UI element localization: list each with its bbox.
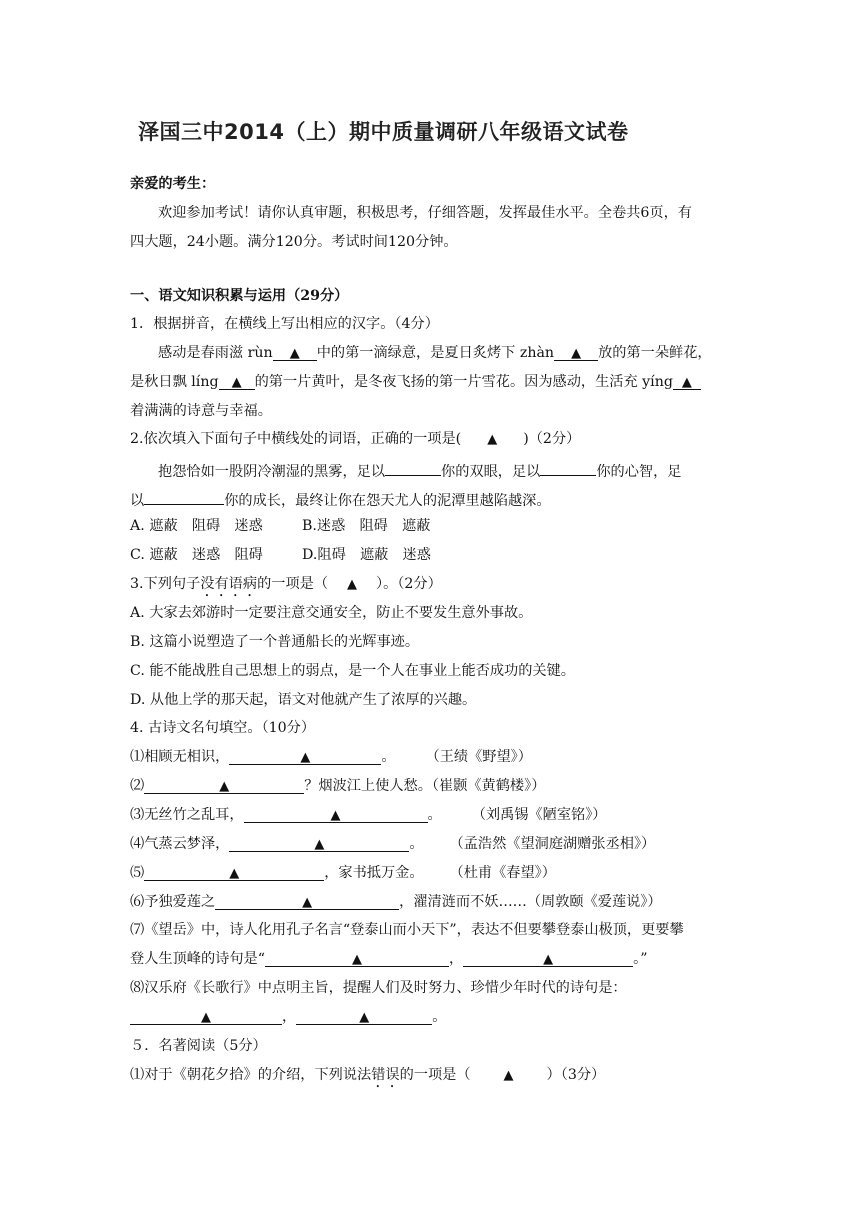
q2-option-c: C. 遮蔽 迷惑 阻碍 <box>130 547 263 563</box>
answer-blank[interactable] <box>219 372 255 390</box>
q4-item-7-line-2: 登人生顶峰的诗句是“ ▲ ， ▲ 。” <box>130 951 648 967</box>
answer-blank[interactable] <box>229 747 381 765</box>
q4-stem: 4. 古诗文名句填空。（10分） <box>130 720 316 736</box>
answer-blank[interactable] <box>673 372 701 390</box>
q2-stem: 2.依次填入下面句子中横线处的词语，正确的一项是( ▲ )（2分） <box>130 429 580 450</box>
q3-stem: 3.下列句子没有语病的一项是（ ▲ ）。（2分） <box>130 574 442 600</box>
answer-blank[interactable] <box>463 949 633 967</box>
triangle-icon: ▲ <box>300 750 311 765</box>
answer-blank[interactable] <box>130 1007 282 1025</box>
greeting: 亲爱的考生： <box>130 176 216 192</box>
triangle-icon: ▲ <box>487 432 498 447</box>
answer-blank[interactable] <box>144 776 304 794</box>
triangle-icon: ▲ <box>219 779 230 794</box>
q1-line-2: 是秋日飘 líng ▲ 的第一片黄叶，是冬夜飞扬的第一片雪花。因为感动，生活充 yíng ▲ <box>130 372 701 392</box>
q1-line-3: 着满满的诗意与幸福。 <box>130 403 272 419</box>
triangle-icon: ▲ <box>543 952 554 967</box>
triangle-icon: ▲ <box>302 895 313 910</box>
triangle-icon: ▲ <box>503 1068 514 1083</box>
triangle-icon: ▲ <box>359 1010 370 1025</box>
answer-blank[interactable] <box>296 1007 432 1025</box>
q2-option-a: A. 遮蔽 阻碍 迷惑 <box>130 518 263 534</box>
q2-option-d: D.阻碍 遮蔽 迷惑 <box>302 547 431 563</box>
q4-item-2: ⑵ ▲ ？烟波江上使人愁。（崔颢《黄鹤楼》） <box>130 778 546 794</box>
answer-blank[interactable] <box>229 834 409 852</box>
q4-item-1: ⑴相顾无相识， ▲ 。 （王绩《野望》） <box>130 749 532 765</box>
q3-option-c: C. 能不能战胜自己思想上的弱点，是一个人在事业上能否成功的关键。 <box>130 663 575 679</box>
triangle-icon: ▲ <box>330 808 341 823</box>
answer-blank[interactable] <box>540 458 596 476</box>
section-1-heading: 一、语文知识积累与运用（29分） <box>130 288 349 304</box>
q4-item-7-line-1: ⑺《望岳》中，诗人化用孔子名言“登泰山而小天下”，表达不但要攀登泰山极顶，更要攀 <box>130 922 684 938</box>
triangle-icon: ▲ <box>289 346 300 361</box>
q4-item-8-line-2: ▲ ， ▲ 。 <box>130 1007 446 1027</box>
triangle-icon: ▲ <box>229 866 240 881</box>
q4-item-3: ⑶无丝竹之乱耳， ▲ 。 （刘禹锡《陋室铭》） <box>130 807 607 823</box>
intro-line-2: 四大题，24小题。满分120分。考试时间120分钟。 <box>130 234 458 250</box>
q4-item-8-line-1: ⑻汉乐府《长歌行》中点明主旨，提醒人们及时努力、珍惜少年时代的诗句是： <box>130 980 627 996</box>
q1-line-1: 感动是春雨滋 rùn ▲ 中的第一滴绿意，是夏日炙烤下 zhàn ▲ 放的第一朵鲜花， <box>158 345 712 361</box>
q4-item-4: ⑷气蒸云梦泽， ▲ 。 （孟浩然《望洞庭湖赠张丞相》） <box>130 836 656 852</box>
q5-stem: ５．名著阅读（5分） <box>130 1038 267 1054</box>
answer-blank[interactable] <box>144 863 324 881</box>
triangle-icon: ▲ <box>201 1010 211 1025</box>
q4-item-6: ⑹予独爱莲之 ▲ ，濯清涟而不妖……（周敦颐《爱莲说》） <box>130 894 662 910</box>
q3-option-d: D. 从他上学的那天起，语文对他就产生了浓厚的兴趣。 <box>130 692 477 708</box>
q5-sub-1: ⑴对于《朝花夕拾》的介绍，下列说法错误的一项是（ ▲ ）（3分） <box>130 1065 605 1091</box>
triangle-icon: ▲ <box>347 577 358 592</box>
answer-blank[interactable] <box>144 487 224 505</box>
triangle-icon: ▲ <box>231 375 242 390</box>
q1-stem: 1．根据拼音，在横线上写出相应的汉字。（4分） <box>130 316 439 332</box>
intro-line-1: 欢迎参加考试！请你认真审题，积极思考，仔细答题，发挥最佳水平。全卷共6页，有 <box>158 205 692 221</box>
answer-blank[interactable] <box>273 343 317 361</box>
answer-blank[interactable] <box>554 343 598 361</box>
triangle-icon: ▲ <box>314 837 325 852</box>
exam-title: 泽国三中2014（上）期中质量调研八年级语文试卷 <box>138 120 629 144</box>
triangle-icon: ▲ <box>681 375 692 390</box>
q2-passage-1: 抱怨恰如一股阴冷潮湿的黑雾，足以 你的双眼，足以 你的心智，足 <box>158 458 681 482</box>
q4-item-5: ⑸ ▲ ，家书抵万金。 （杜甫《春望》） <box>130 865 556 881</box>
answer-blank[interactable] <box>385 458 441 476</box>
q2-passage-2: 以 你的成长，最终让你在怨天尤人的泥潭里越陷越深。 <box>130 487 551 511</box>
triangle-icon: ▲ <box>351 952 362 967</box>
q3-option-b: B. 这篇小说塑造了一个普通船长的光辉事迹。 <box>130 634 420 650</box>
answer-blank[interactable] <box>215 892 399 910</box>
triangle-icon: ▲ <box>571 346 582 361</box>
answer-blank[interactable] <box>265 949 449 967</box>
answer-blank[interactable] <box>244 805 428 823</box>
q3-option-a: A. 大家去郊游时一定要注意交通安全，防止不要发生意外事故。 <box>130 605 533 621</box>
q2-option-b: B.迷惑 阻碍 遮蔽 <box>302 518 431 534</box>
